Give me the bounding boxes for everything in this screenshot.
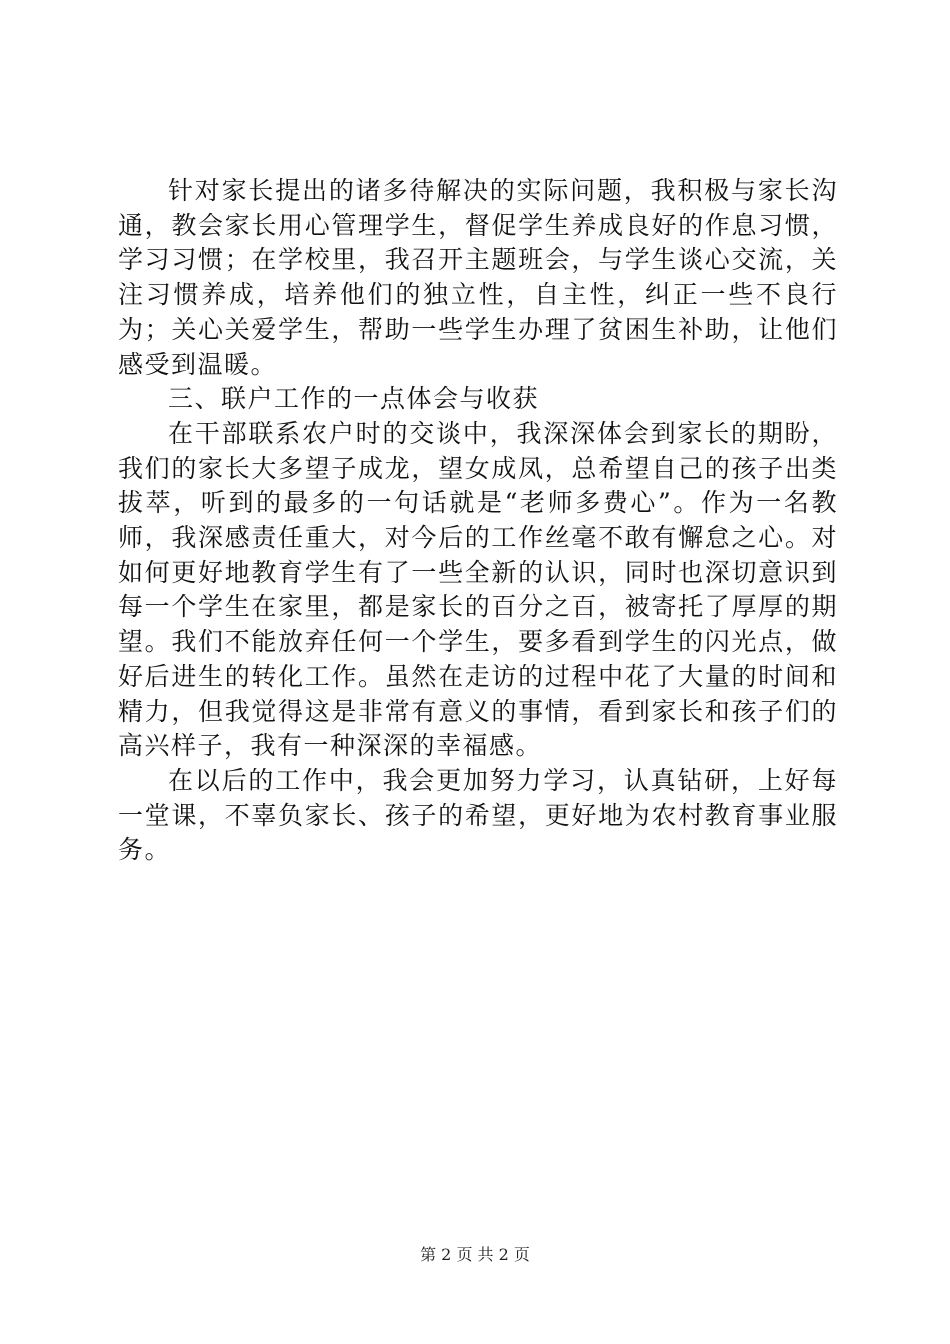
paragraph-parent-communication: 针对家长提出的诸多待解决的实际问题，我积极与家长沟通，教会家长用心管理学生，督促学生养成良好的作息习惯，学习习惯；在学校里，我召开主题班会，与学生谈心交流，关注习惯养成，培养他们的独立性，自主性，纠正一些不良行为；关心关爱学生，帮助一些学生办理了贫困生补助，让他们感受到温暖。 <box>118 176 838 379</box>
section-heading-reflections: 三、联户工作的一点体会与收获 <box>168 384 540 414</box>
document-body <box>118 174 838 868</box>
page-number-footer: 第 2 页 共 2 页 <box>420 1245 530 1264</box>
paragraph-future-work: 在以后的工作中，我会更加努力学习，认真钻研，上好每一堂课，不辜负家长、孩子的希望，更好地为农村教育事业服务。 <box>118 765 838 865</box>
paragraph-reflections: 在干部联系农户时的交谈中，我深深体会到家长的期盼，我们的家长大多望子成龙，望女成凤，总希望自己的孩子出类拔萃，听到的最多的一句话就是“老师多费心”。作为一名教师，我深感责任重大，对今后的工作丝毫不敢有懈怠之心。对如何更好地教育学生有了一些全新的认识，同时也深切意识到每一个学生在家里，都是家长的百分之百，被寄托了厚厚的期望。我们不能放弃任何一个学生，要多看到学生的闪光点，做好后进生的转化工作。虽然在走访的过程中花了大量的时间和精力，但我觉得这是非常有意义的事情，看到家长和孩子们的高兴样子，我有一种深深的幸福感。 <box>118 418 838 761</box>
